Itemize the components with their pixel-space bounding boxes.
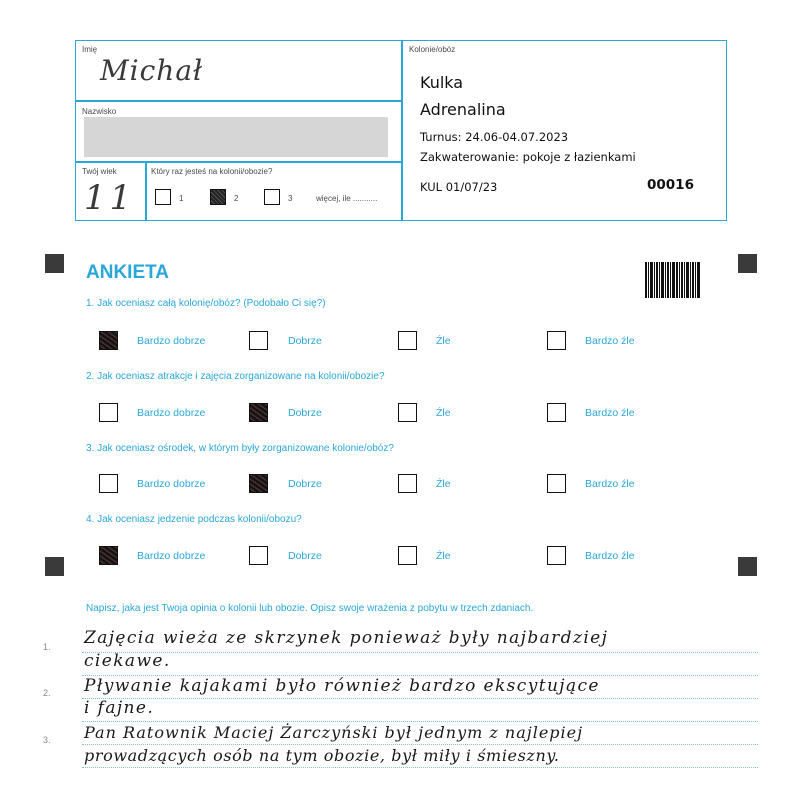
q1-bardzo-dobrze-label: Bardzo dobrze	[137, 335, 206, 347]
header-divider-nazwisko	[75, 161, 402, 163]
q4-zle-label: Źle	[436, 550, 451, 562]
q4-dobrze-label: Dobrze	[288, 550, 322, 562]
q3-bardzo-dobrze-checkbox[interactable]	[99, 474, 118, 493]
question-3: 3. Jak oceniasz ośrodek, w którym były zorganizowane kolonie/obóz?	[86, 443, 394, 454]
registration-marker-top-left	[45, 254, 64, 273]
q4-bardzo-dobrze-checkbox[interactable]	[99, 546, 118, 565]
q1-dobrze-checkbox[interactable]	[249, 331, 268, 350]
q4-dobrze-checkbox[interactable]	[249, 546, 268, 565]
q2-dobrze-label: Dobrze	[288, 407, 322, 419]
q2-zle-label: Źle	[436, 407, 451, 419]
handwritten-line-4: i fajne.	[84, 698, 155, 718]
q3-zle-label: Źle	[436, 478, 451, 490]
ktory-raz-checkbox-2[interactable]	[210, 189, 226, 205]
imie-value[interactable]: Michał	[100, 54, 204, 87]
opinion-answer[interactable]	[82, 620, 772, 790]
imie-label: Imię	[82, 45, 98, 54]
q2-zle-checkbox[interactable]	[398, 403, 417, 422]
q3-zle-checkbox[interactable]	[398, 474, 417, 493]
survey-title: ANKIETA	[86, 262, 170, 283]
q3-dobrze-checkbox[interactable]	[249, 474, 268, 493]
opinion-prompt: Napisz, jaka jest Twoja opinia o kolonii lub obozie. Opisz swoje wrażenia z pobytu w trzech zdaniach.	[86, 603, 534, 614]
turnus: Turnus: 24.06-04.07.2023	[420, 130, 569, 144]
camp-name-2: Adrenalina	[420, 100, 506, 119]
q1-zle-label: Źle	[436, 335, 451, 347]
q2-bardzo-dobrze-label: Bardzo dobrze	[137, 407, 206, 419]
registration-marker-bottom-left	[45, 557, 64, 576]
handwritten-line-5: Pan Ratownik Maciej Żarczyński był jednym z najlepiej	[84, 723, 584, 742]
q4-bardzo-dobrze-label: Bardzo dobrze	[137, 550, 206, 562]
barcode-icon	[645, 262, 701, 298]
zakwaterowanie: Zakwaterowanie: pokoje z łazienkami	[420, 150, 636, 164]
q1-dobrze-label: Dobrze	[288, 335, 322, 347]
q1-bardzo-zle-label: Bardzo źle	[585, 335, 635, 347]
question-4: 4. Jak oceniasz jedzenie podczas kolonii/obozu?	[86, 514, 302, 525]
q1-zle-checkbox[interactable]	[398, 331, 417, 350]
question-1: 1. Jak oceniasz całą kolonię/obóz? (Podobało Ci się?)	[86, 298, 326, 309]
camp-code: KUL 01/07/23	[420, 180, 498, 194]
form-number: 00016	[647, 177, 694, 193]
q3-bardzo-zle-checkbox[interactable]	[547, 474, 566, 493]
q2-bardzo-zle-checkbox[interactable]	[547, 403, 566, 422]
q4-bardzo-zle-label: Bardzo źle	[585, 550, 635, 562]
header-divider-imie	[75, 100, 402, 102]
nazwisko-label: Nazwisko	[82, 107, 117, 116]
header-divider-vertical	[401, 40, 403, 221]
line-number-2: 2.	[43, 688, 51, 698]
line-number-3: 3.	[43, 735, 51, 745]
q3-bardzo-dobrze-label: Bardzo dobrze	[137, 478, 206, 490]
nazwisko-redacted	[84, 117, 388, 157]
line-number-1: 1.	[43, 642, 51, 652]
q2-dobrze-checkbox[interactable]	[249, 403, 268, 422]
q3-bardzo-zle-label: Bardzo źle	[585, 478, 635, 490]
q1-bardzo-zle-checkbox[interactable]	[547, 331, 566, 350]
ktory-raz-option-3: 3	[288, 194, 293, 203]
handwritten-line-1: Zajęcia wieża ze skrzynek ponieważ były najbardziej	[84, 628, 609, 648]
ktory-raz-option-more: więcej, ile ...........	[316, 194, 378, 203]
handwritten-line-2: ciekawe.	[84, 651, 171, 671]
question-2: 2. Jak oceniasz atrakcje i zajęcia zorganizowane na kolonii/obozie?	[86, 371, 385, 382]
ktory-raz-checkbox-3[interactable]	[264, 189, 280, 205]
registration-marker-bottom-right	[738, 557, 757, 576]
q1-bardzo-dobrze-checkbox[interactable]	[99, 331, 118, 350]
q2-bardzo-dobrze-checkbox[interactable]	[99, 403, 118, 422]
handwritten-line-6: prowadzących osób na tym obozie, był miły i śmieszny.	[84, 746, 560, 765]
q3-dobrze-label: Dobrze	[288, 478, 322, 490]
q2-bardzo-zle-label: Bardzo źle	[585, 407, 635, 419]
wiek-value[interactable]: 11	[84, 178, 136, 218]
q4-bardzo-zle-checkbox[interactable]	[547, 546, 566, 565]
header-divider-wiek	[145, 161, 147, 221]
ktory-raz-label: Który raz jesteś na kolonii/obozie?	[151, 167, 273, 176]
kolonie-label: Kolonie/obóz	[409, 45, 456, 54]
q4-zle-checkbox[interactable]	[398, 546, 417, 565]
handwritten-line-3: Pływanie kajakami było również bardzo ekscytujące	[84, 676, 600, 696]
ktory-raz-option-2: 2	[234, 194, 239, 203]
camp-name-1: Kulka	[420, 73, 464, 92]
registration-marker-top-right	[738, 254, 757, 273]
ktory-raz-checkbox-1[interactable]	[155, 189, 171, 205]
wiek-label: Twój wiek	[82, 167, 117, 176]
ktory-raz-option-1: 1	[179, 194, 184, 203]
